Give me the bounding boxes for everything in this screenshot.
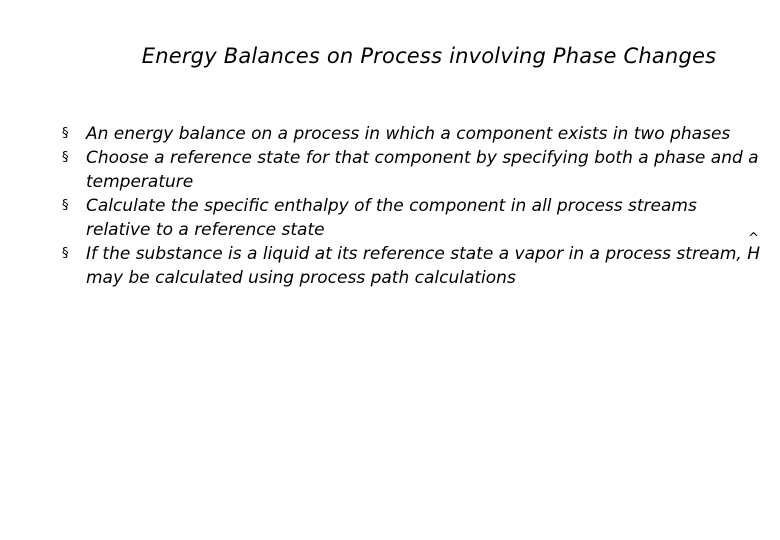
slide-title: Energy Balances on Process involving Phase Changes xyxy=(141,44,717,68)
bullet-text: Calculate the specific enthalpy of the component in all process streams relative to a reference state xyxy=(86,196,697,240)
bullet-item xyxy=(62,122,762,146)
bullet-text: Choose a reference state for that component by specifying both a phase and a temperature xyxy=(86,148,759,192)
enthalpy-letter: H xyxy=(747,244,760,264)
specific-enthalpy-symbol xyxy=(747,231,760,266)
bullet-text-before: If the substance is a liquid at its reference state a vapor in a process stream, xyxy=(86,244,748,264)
bullet-item xyxy=(62,146,762,194)
bullet-marker-icon: § xyxy=(62,198,69,213)
bullet-item xyxy=(62,231,762,290)
hat-accent-icon: ^ xyxy=(748,231,760,246)
bullet-marker-icon: § xyxy=(62,150,69,165)
bullet-text-after: may be calculated using process path calculations xyxy=(86,268,516,288)
bullet-marker-icon: § xyxy=(62,126,69,141)
bullet-text: An energy balance on a process in which a component exists in two phases xyxy=(86,124,731,144)
bullet-item xyxy=(62,194,762,242)
bullet-marker-icon: § xyxy=(62,246,69,261)
bullet-list xyxy=(62,122,762,290)
